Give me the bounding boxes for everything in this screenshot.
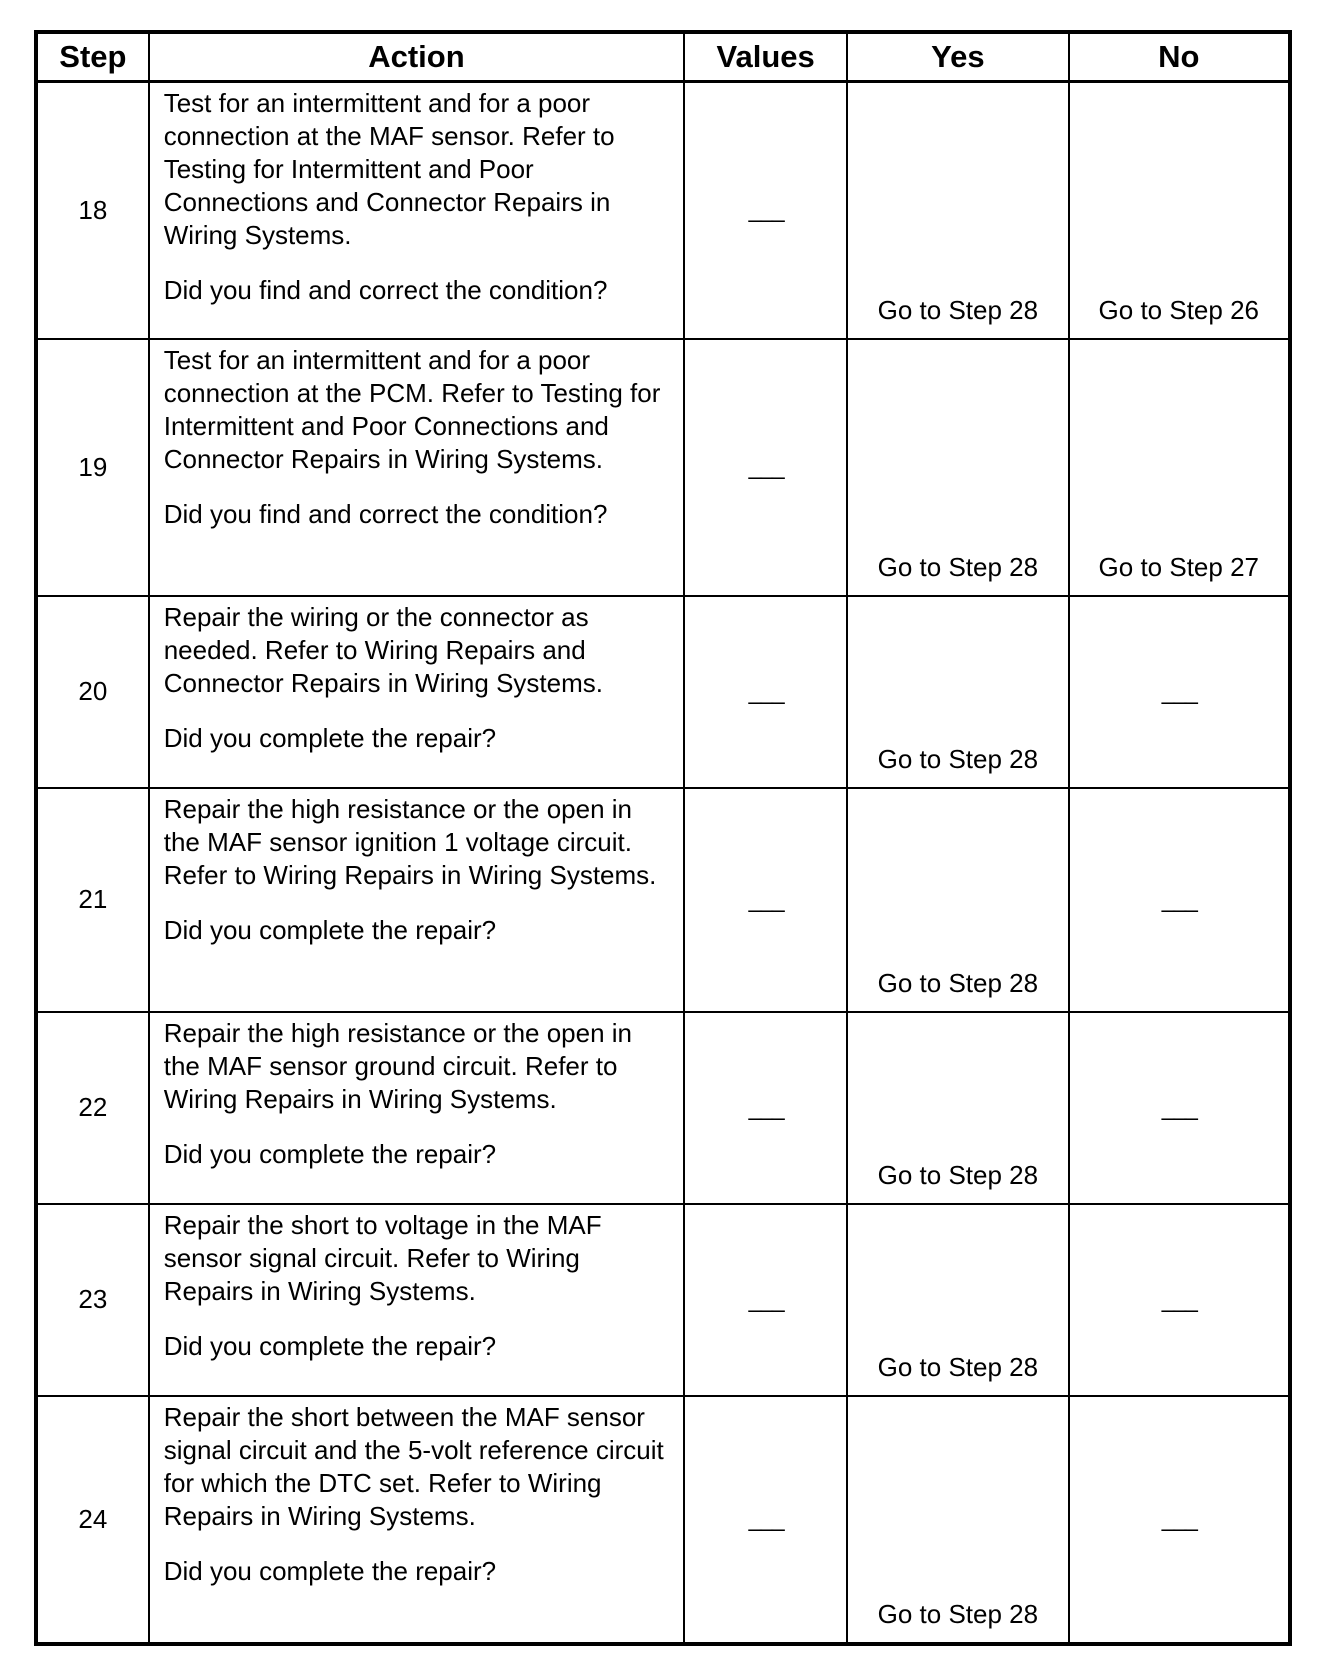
action-cell <box>149 1396 684 1644</box>
step-number: 21 <box>36 788 149 1012</box>
table-row <box>36 1012 1290 1204</box>
no-cell: ___ <box>1069 788 1290 1012</box>
step-number: 20 <box>36 596 149 788</box>
no-cell: ___ <box>1069 1012 1290 1204</box>
action-text: Repair the high resistance or the open in the MAF sensor ignition 1 voltage circuit. Refer to Wiring Repairs in Wiring Systems. <box>163 793 657 890</box>
step-number: 24 <box>36 1396 149 1644</box>
values-cell: ___ <box>684 1204 847 1396</box>
action-question: Did you complete the repair? <box>163 1555 497 1586</box>
step-number: 18 <box>36 82 149 339</box>
action-question: Did you complete the repair? <box>163 914 497 945</box>
values-cell: ___ <box>684 788 847 1012</box>
table-row <box>36 1204 1290 1396</box>
action-question: Did you complete the repair? <box>163 1138 497 1169</box>
table-row <box>36 339 1290 596</box>
action-text: Repair the wiring or the connector as needed. Refer to Wiring Repairs and Connector Repairs in Wiring Systems. <box>163 601 603 698</box>
action-cell <box>149 1204 684 1396</box>
table-row <box>36 596 1290 788</box>
action-text: Test for an intermittent and for a poor connection at the MAF sensor. Refer to Testing for Intermittent and Poor Connections and Connector Repairs in Wiring Systems. <box>163 88 615 250</box>
header-yes: Yes <box>847 32 1068 82</box>
action-question: Did you find and correct the condition? <box>163 498 608 529</box>
no-cell: Go to Step 26 <box>1069 82 1290 339</box>
action-question: Did you complete the repair? <box>163 722 497 753</box>
action-text: Repair the high resistance or the open in the MAF sensor ground circuit. Refer to Wiring Repairs in Wiring Systems. <box>163 1017 633 1114</box>
action-cell <box>149 596 684 788</box>
action-text: Repair the short to voltage in the MAF sensor signal circuit. Refer to Wiring Repairs in Wiring Systems. <box>163 1209 602 1306</box>
yes-cell: Go to Step 28 <box>847 1396 1068 1644</box>
action-cell <box>149 82 684 339</box>
step-number: 23 <box>36 1204 149 1396</box>
no-cell: Go to Step 27 <box>1069 339 1290 596</box>
diagnostic-steps-table <box>34 30 1292 1646</box>
values-cell: ___ <box>684 1012 847 1204</box>
table-row <box>36 82 1290 339</box>
action-question: Did you find and correct the condition? <box>163 275 608 305</box>
values-cell: ___ <box>684 596 847 788</box>
no-cell: ___ <box>1069 596 1290 788</box>
yes-cell: Go to Step 28 <box>847 82 1068 339</box>
table-row <box>36 1396 1290 1644</box>
header-row <box>36 32 1290 82</box>
no-cell: ___ <box>1069 1396 1290 1644</box>
action-text: Repair the short between the MAF sensor signal circuit and the 5-volt reference circuit for which the DTC set. Refer to Wiring Repairs in Wiring Systems. <box>163 1401 664 1531</box>
no-cell: ___ <box>1069 1204 1290 1396</box>
action-cell <box>149 1012 684 1204</box>
action-text: Test for an intermittent and for a poor connection at the PCM. Refer to Testing for Intermittent and Poor Connections and Connector Repairs in Wiring Systems. <box>163 344 661 474</box>
yes-cell: Go to Step 28 <box>847 1204 1068 1396</box>
yes-cell: Go to Step 28 <box>847 339 1068 596</box>
step-number: 22 <box>36 1012 149 1204</box>
action-cell <box>149 339 684 596</box>
yes-cell: Go to Step 28 <box>847 1012 1068 1204</box>
values-cell: ___ <box>684 82 847 339</box>
table-row <box>36 788 1290 1012</box>
action-cell <box>149 788 684 1012</box>
step-number: 19 <box>36 339 149 596</box>
values-cell: ___ <box>684 339 847 596</box>
header-action: Action <box>149 32 684 82</box>
header-values: Values <box>684 32 847 82</box>
values-cell: ___ <box>684 1396 847 1644</box>
yes-cell: Go to Step 28 <box>847 788 1068 1012</box>
header-step: Step <box>36 32 149 82</box>
action-question: Did you complete the repair? <box>163 1330 497 1361</box>
yes-cell: Go to Step 28 <box>847 596 1068 788</box>
header-no: No <box>1069 32 1290 82</box>
